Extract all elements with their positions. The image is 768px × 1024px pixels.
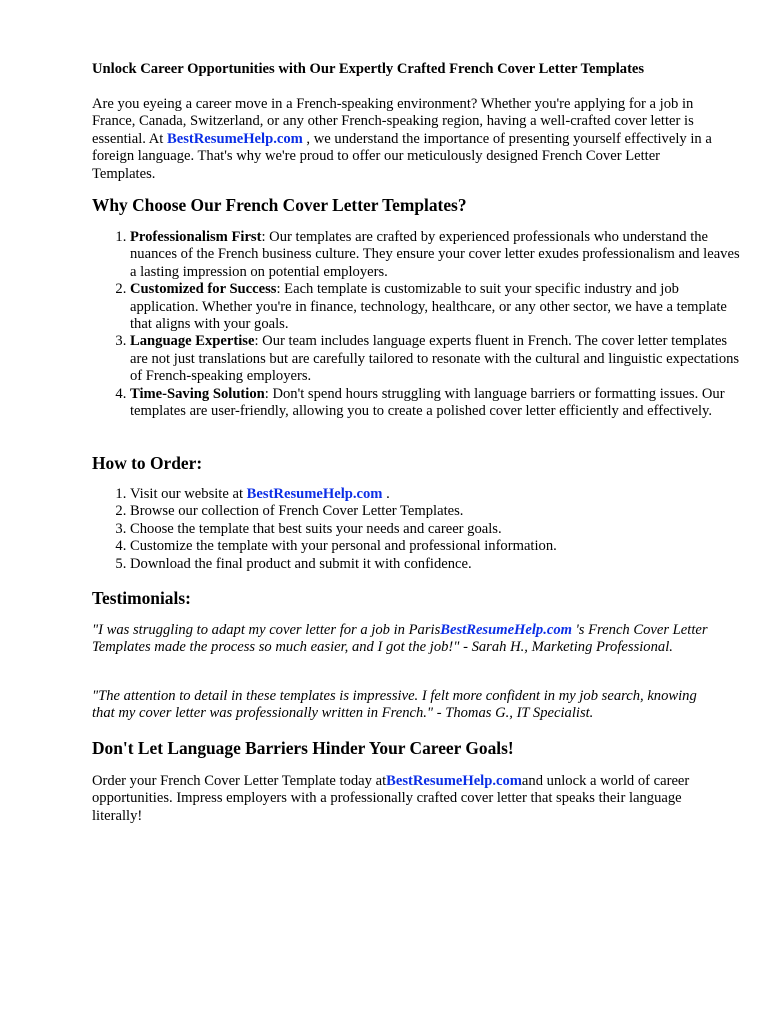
page-title: Unlock Career Opportunities with Our Expertly Crafted French Cover Letter Templates (92, 61, 645, 77)
why-item-text: : Don't spend hours struggling with language barriers or formatting issues. Our templates are user-friendly, allowing you to create a polished cover letter efficiently and effectively. (130, 385, 725, 420)
testimonial-sarah (92, 622, 722, 657)
order-heading: How to Order: (92, 453, 203, 473)
order-step-text: . (382, 486, 390, 502)
why-item-text: : Our team includes language experts fluent in French. The cover letter templates are not just translations but are carefully tailored to resonate with the cultural and linguistic expectations of French-speaking employers. (130, 333, 740, 385)
why-item-label: Customized for Success (130, 281, 277, 298)
why-item-text: : Our templates are crafted by experienced professionals who understand the nuances of the French business culture. They ensure your cover letter exudes professionalism and leaves a lasting impression on potential employers. (130, 229, 740, 280)
testimonial-link[interactable]: BestResumeHelp.com (440, 622, 573, 638)
order-step: 3. Choose the template that best suits your needs and career goals. (130, 521, 742, 538)
cta-link[interactable]: BestResumeHelp.com (386, 773, 522, 789)
order-step-text: Visit our website at (130, 486, 247, 502)
cta-text-before: Order your French Cover Letter Template today at (92, 773, 387, 789)
intro-text-after: , we understand the importance of presenting yourself effectively in a foreign language. That's why we're proud to offer our meticulously designed French Cover Letter Templates. (92, 130, 712, 182)
order-step (130, 486, 742, 503)
why-item-time-saving (130, 386, 742, 421)
testimonial-text: 's French Cover Letter Templates made the process so much easier, and I got the job!" - Sarah H., Marketing Professional. (92, 622, 708, 656)
cta-paragraph (92, 773, 722, 825)
order-step: 2. Browse our collection of French Cover Letter Templates. (130, 503, 742, 520)
why-item-label: Professionalism First (130, 229, 262, 245)
why-item-text: : Each template is customizable to suit your specific industry and job application. Whether you're in finance, technology, healthcare, or any other sector, we have a template that aligns with your goals. (130, 281, 727, 333)
order-step: 4. Customize the template with your personal and professional information. (130, 538, 742, 555)
testimonial-thomas: "The attention to detail in these templates is impressive. I felt more confident in my job search, knowing that my cover letter was professionally written in French." - Thomas G., IT Specialist. (92, 688, 697, 722)
testimonial-text: "I was struggling to adapt my cover letter for a job in Paris (92, 622, 441, 638)
intro-paragraph (92, 96, 722, 183)
why-heading: Why Choose Our French Cover Letter Templates? (92, 195, 467, 215)
intro-text-before: Are you eyeing a career move in a French-speaking environment? Whether you're applying for a job in France, Canada, Switzerland, or any other French-speaking region, having a well-crafted cover letter is essential. At (92, 96, 694, 147)
order-step: 5. Download the final product and submit it with confidence. (130, 556, 742, 573)
cta-text-after: and unlock a world of career opportunities. Impress employers with a professionally crafted cover letter that speaks their language literally! (92, 773, 697, 824)
why-item-label: Time-Saving Solution (130, 385, 265, 402)
why-item-language (130, 333, 742, 385)
why-item-label: Language Expertise (130, 333, 255, 350)
intro-link[interactable]: BestResumeHelp.com (167, 130, 303, 147)
order-steps-list (92, 486, 742, 573)
cta-heading: Don't Let Language Barriers Hinder Your Career Goals! (92, 738, 514, 758)
why-item-professionalism (130, 229, 742, 281)
order-link[interactable]: BestResumeHelp.com (246, 486, 383, 502)
testimonials-heading: Testimonials: (92, 588, 191, 608)
why-item-customized (130, 281, 742, 333)
why-list (92, 229, 742, 420)
